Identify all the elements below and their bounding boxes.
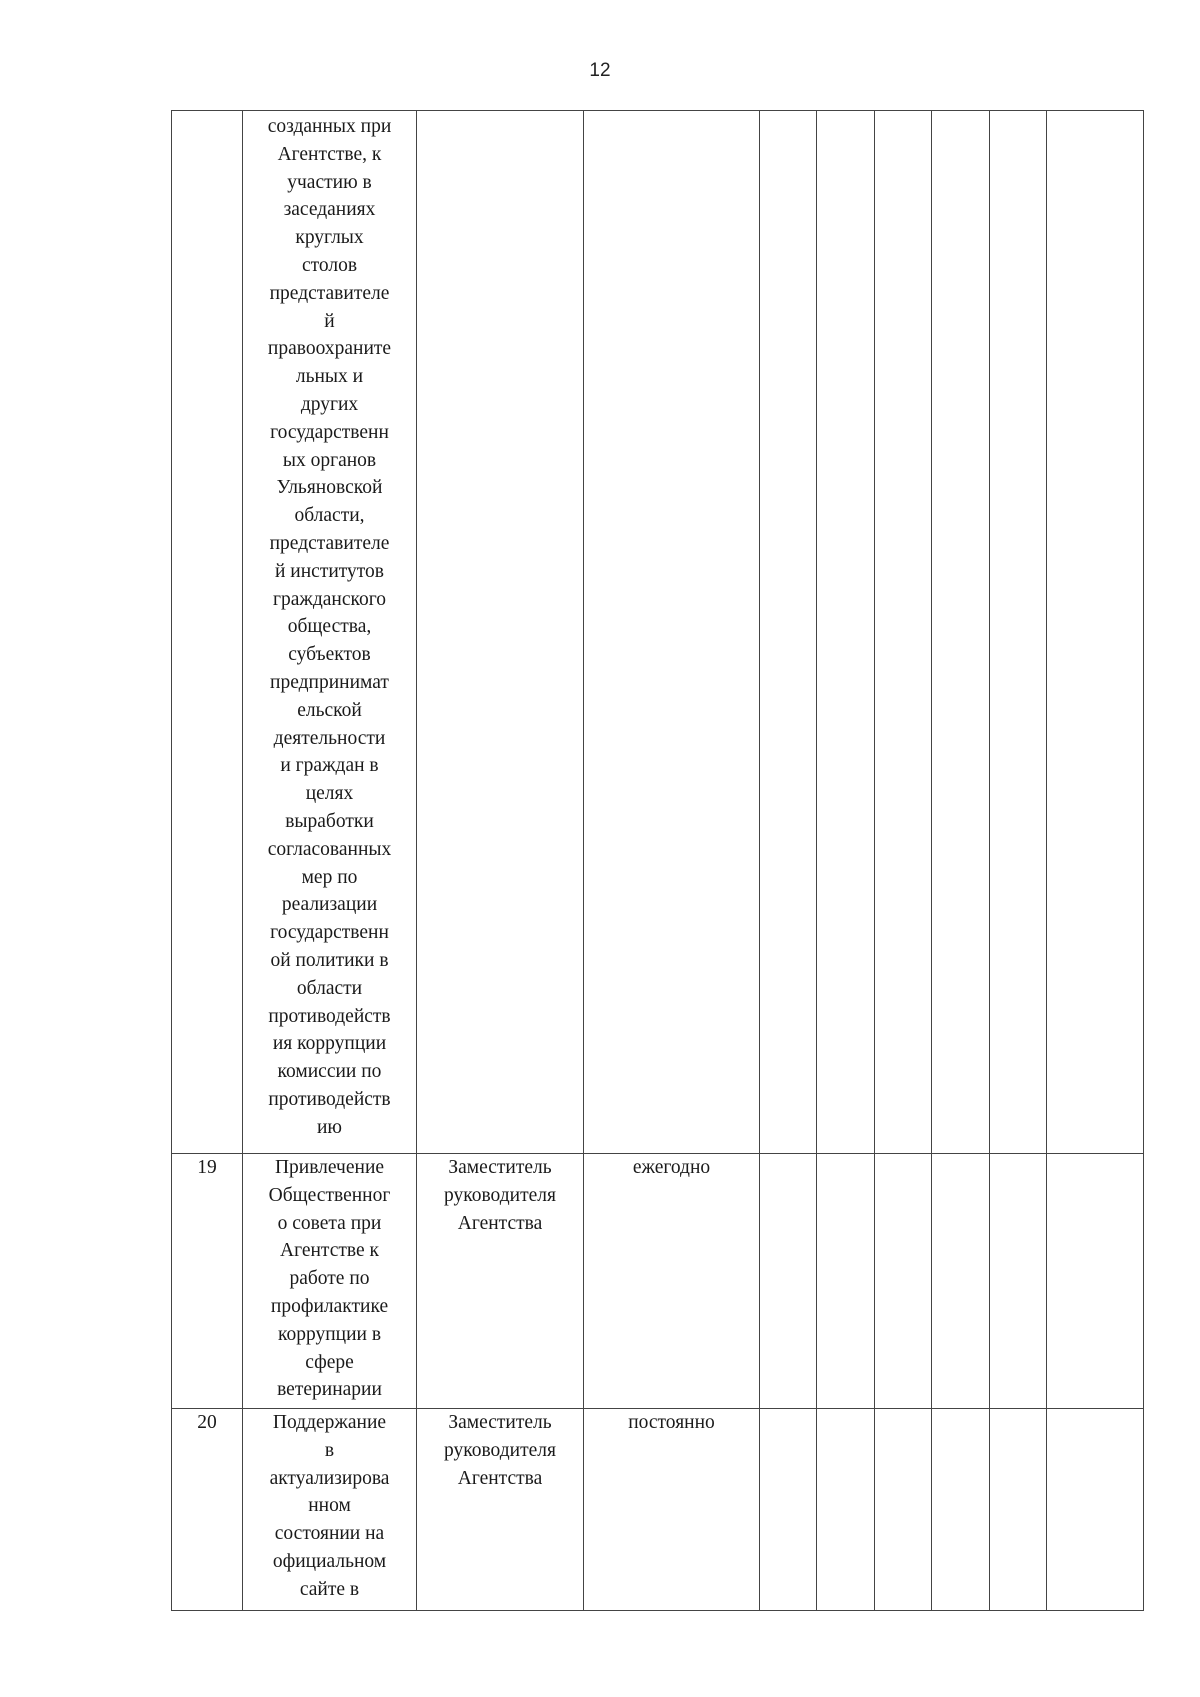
measure-text-line: Агентстве к [280,1240,379,1262]
measure-text-line: о совета при [277,1212,382,1234]
measure-text [243,1409,417,1611]
measure-text-line: нном [308,1495,351,1517]
empty-cell [875,111,932,1154]
empty-cell [990,1154,1047,1409]
measure-text-line: противодейств [268,1088,391,1110]
measure-text-line: й [324,310,335,332]
empty-cell [1047,1409,1144,1611]
measure-text-line: льных и [295,366,364,388]
responsible-line: Агентства [457,1212,543,1234]
empty-cell [932,1409,990,1611]
measure-text-line: й институтов [274,560,385,582]
measure-text-line: заседаниях [283,199,376,221]
measure-text-line: предпринимат [270,671,389,693]
page-number: 12 [589,60,611,81]
empty-cell [932,111,990,1154]
responsible-line: руководителя [444,1184,556,1206]
measure-text-line: гражданского [272,588,387,610]
responsible-line: Заместитель [448,1157,552,1178]
row-number: 20 [172,1409,243,1611]
measure-text-line: ой политики в [270,949,389,971]
term [584,111,760,1154]
measure-text-line: официальном [272,1550,387,1572]
term: ежегодно [584,1154,760,1409]
empty-cell [1047,1154,1144,1409]
measure-text-line: Привлечение [274,1157,385,1178]
empty-cell [1047,111,1144,1154]
measure-text-line: представителе [269,282,390,304]
measure-text-line: столов [301,254,358,276]
measure-text-line: области [296,977,363,999]
measure-text-line: согласованных [267,838,392,860]
row-number: 19 [172,1154,243,1409]
responsible [417,1154,584,1409]
responsible [417,111,584,1154]
empty-cell [990,1409,1047,1611]
measure-text-line: коррупции в [277,1323,382,1345]
measure-text [243,1154,417,1409]
measure-text-line: ых органов [282,449,377,471]
term: постоянно [584,1409,760,1611]
measure-text-line: ельской [297,699,362,721]
measure-text-line: выработки [285,810,374,832]
measure-text-line: Ульяновской [276,477,383,499]
measure-text-line: реализации [281,894,378,916]
empty-cell [875,1409,932,1611]
measure-text-line: в [324,1439,335,1461]
measure-text-line: Поддержание [272,1412,387,1433]
measure-text-line: сайте в [299,1578,360,1600]
measure-text-line: работе по [289,1268,370,1290]
measure-text-line: противодейств [268,1005,391,1027]
measure-text-line: общества, [287,616,372,638]
empty-cell [875,1154,932,1409]
measure-text-line: сфере [305,1351,354,1373]
empty-cell [932,1154,990,1409]
responsible [417,1409,584,1611]
measures-table [171,110,1144,1611]
measure-text-line: правоохраните [267,338,392,360]
measure-text-line: профилактике [270,1295,389,1317]
measure-text-line: актуализирова [269,1467,390,1489]
measure-text-line: и граждан в [280,755,379,777]
measure-text-line: субъектов [288,644,371,666]
measure-text-line: ию [316,1116,342,1138]
measure-text-line: государственн [270,922,389,944]
measure-text-line: созданных при [267,116,392,137]
measure-text-line: целях [305,783,354,805]
table-row [172,1409,1144,1611]
empty-cell [817,111,875,1154]
measure-text-line: деятельности [273,727,386,749]
measure-text [243,111,417,1154]
measure-text-line: Общественног [268,1184,391,1206]
measure-text-line: представителе [269,532,390,554]
measure-text-line: участию в [287,171,372,193]
measure-text-line: состоянии на [274,1523,385,1545]
measure-text-line: круглых [295,227,364,249]
row-number [172,111,243,1154]
measure-text-line: ия коррупции [272,1033,387,1055]
measure-text-line: мер по [301,866,358,888]
measure-text-line: области, [294,505,365,527]
measure-text-line: ветеринарии [277,1379,382,1401]
responsible-line: Заместитель [448,1412,552,1433]
empty-cell [760,111,817,1154]
empty-cell [760,1154,817,1409]
measure-text-line: государственн [270,421,389,443]
empty-cell [817,1409,875,1611]
measure-text-line: комиссии по [277,1061,382,1083]
responsible-line: Агентства [457,1467,543,1489]
measure-text-line: других [300,393,359,415]
table-row [172,1154,1144,1409]
empty-cell [990,111,1047,1154]
empty-cell [817,1154,875,1409]
empty-cell [760,1409,817,1611]
responsible-line: руководителя [444,1439,556,1461]
table-row [172,111,1144,1154]
measure-text-line: Агентстве, к [277,143,382,165]
